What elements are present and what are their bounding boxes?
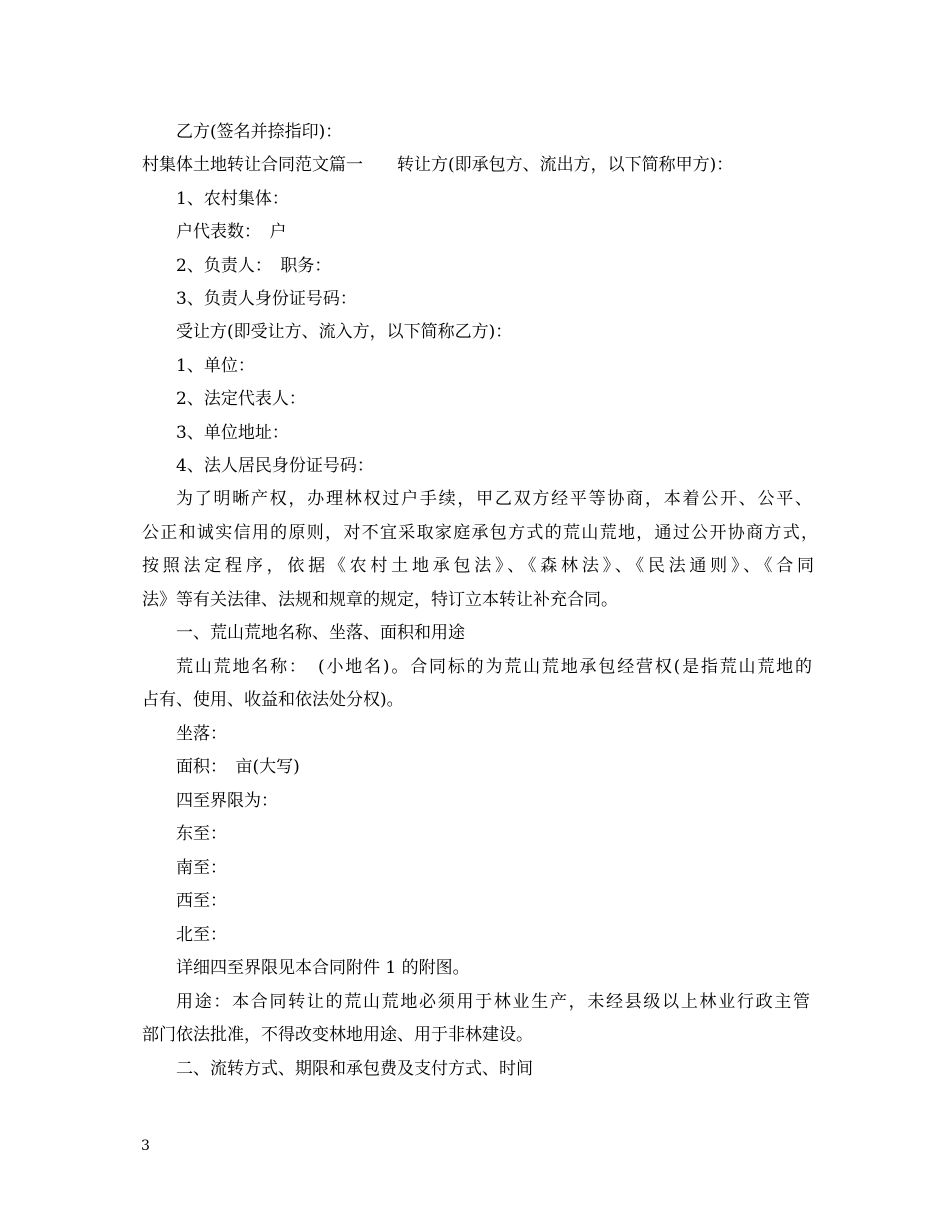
east-boundary-line: 东至： [176, 824, 227, 844]
location-line: 坐落： [176, 724, 227, 744]
boundary-attachment-line: 详细四至界限见本合同附件 1 的附图。 [176, 958, 470, 978]
usage-line-2: 部门依法批准，不得改变林地用途、用于非林建设。 [142, 1025, 533, 1045]
legal-representative-line: 2、法定代表人： [176, 389, 306, 409]
land-name-line-1: 荒山荒地名称： (小地名)。合同标的为荒山荒地承包经营权(是指荒山荒地的 [176, 657, 812, 677]
preamble-line-2: 公正和诚实信用的原则，对不宜采取家庭承包方式的荒山荒地，通过公开协商方式， [142, 523, 818, 543]
party-b-signature-line: 乙方(签名并捺指印)： [176, 122, 343, 142]
responsible-id-line: 3、负责人身份证号码： [176, 289, 357, 309]
legal-id-line: 4、法人居民身份证号码： [176, 456, 374, 476]
unit-line: 1、单位： [176, 356, 255, 376]
page-number: 3 [141, 1138, 150, 1154]
unit-address-line: 3、单位地址： [176, 423, 289, 443]
area-line: 面积： 亩(大写) [176, 757, 300, 777]
section-two-heading: 二、流转方式、期限和承包费及支付方式、时间 [176, 1059, 533, 1079]
north-boundary-line: 北至： [176, 925, 227, 945]
transferee-line: 受让方(即受让方、流入方，以下简称乙方)： [176, 322, 513, 342]
preamble-line-4: 法》等有关法律、法规和规章的规定，特订立本转让补充合同。 [142, 590, 618, 610]
title-and-transferor-line: 村集体土地转让合同范文篇一 转让方(即承包方、流出方，以下简称甲方)： [142, 155, 734, 175]
usage-line-1: 用途：本合同转让的荒山荒地必须用于林业生产，未经县级以上林业行政主管 [176, 992, 810, 1012]
west-boundary-line: 西至： [176, 891, 227, 911]
household-count-line: 户代表数： 户 [176, 222, 287, 242]
collective-line: 1、农村集体： [176, 189, 289, 209]
section-one-heading: 一、荒山荒地名称、坐落、面积和用途 [176, 623, 465, 643]
preamble-line-1: 为了明晰产权，办理林权过户手续，甲乙双方经平等协商，本着公开、公平、 [176, 489, 812, 509]
preamble-line-3: 按照法定程序，依据《农村土地承包法》、《森林法》、《民法通则》、《合同 [142, 556, 814, 576]
responsible-person-line: 2、负责人： 职务： [176, 256, 332, 276]
boundaries-line: 四至界限为： [176, 791, 278, 811]
south-boundary-line: 南至： [176, 858, 227, 878]
land-name-line-2: 占有、使用、收益和依法处分权)。 [142, 690, 404, 710]
